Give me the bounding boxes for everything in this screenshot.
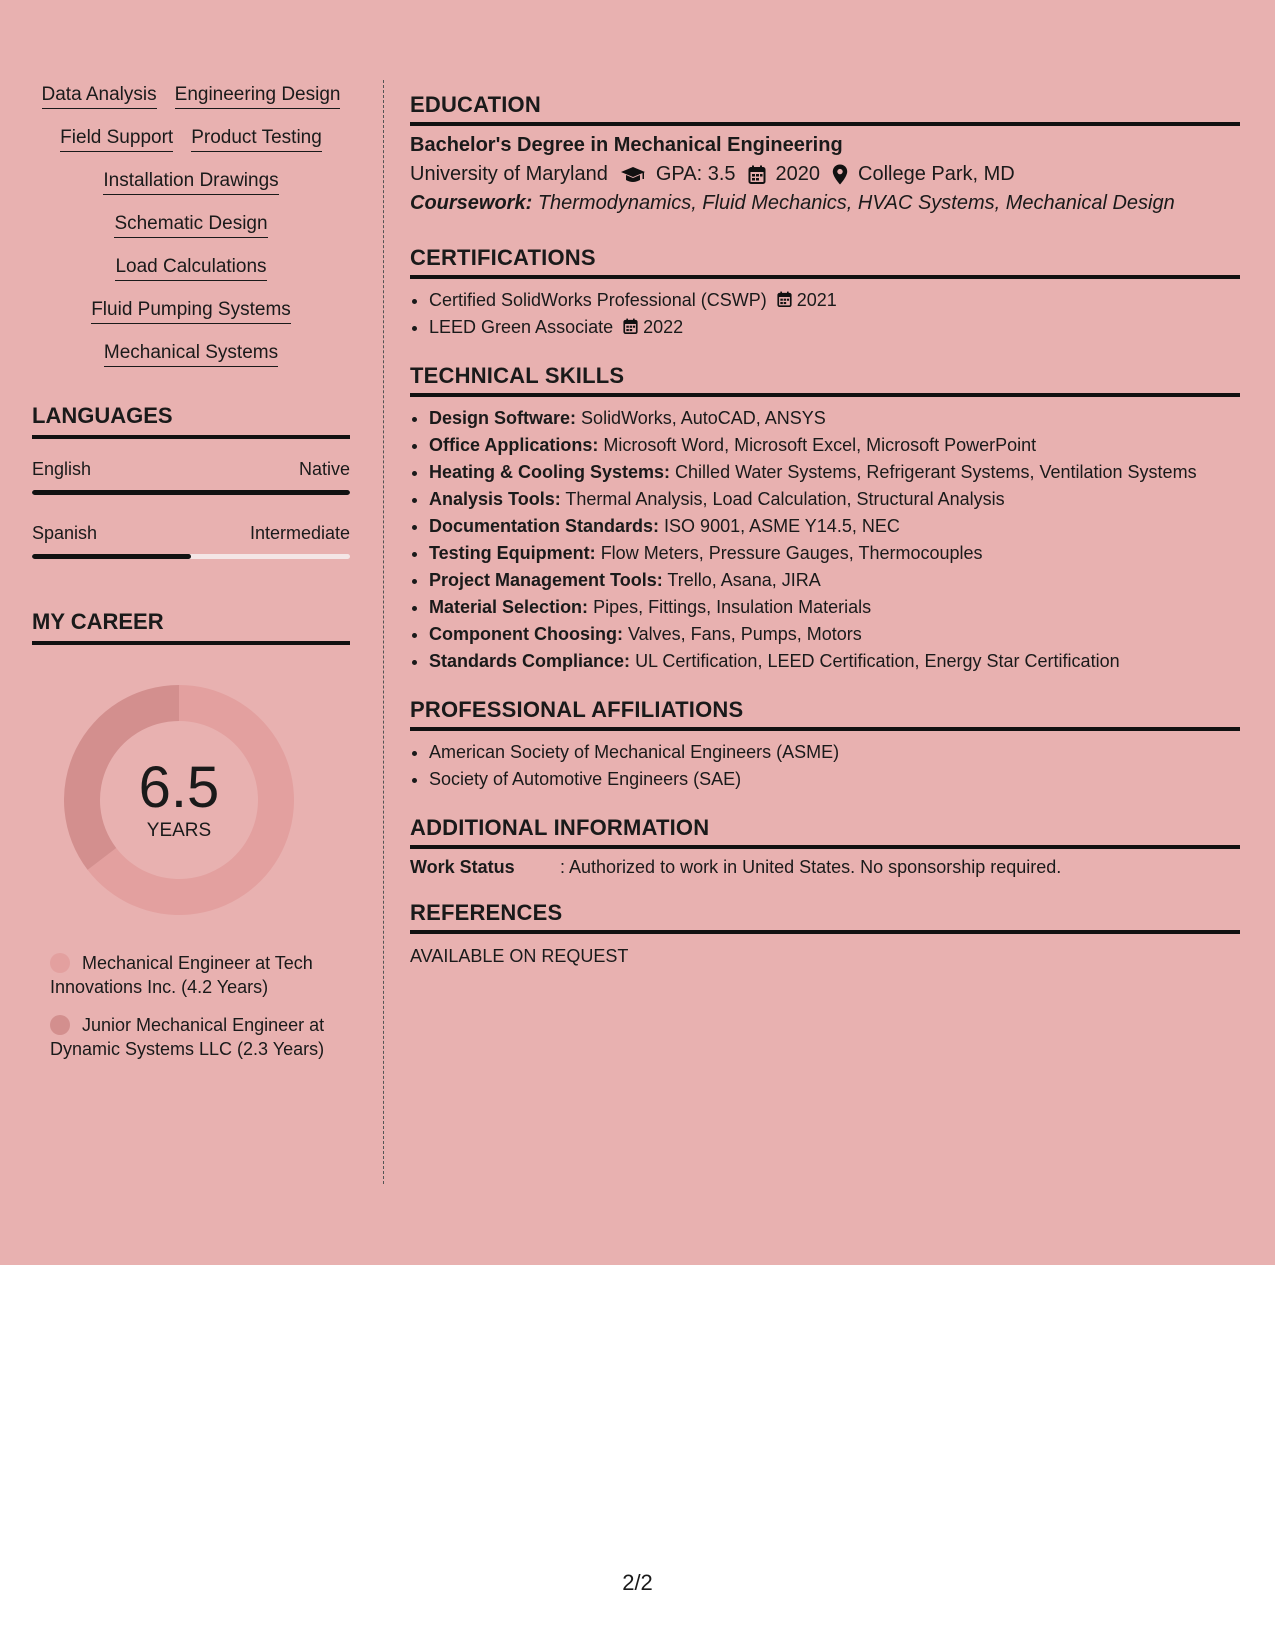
certifications-section — [410, 245, 1240, 341]
additional-info-section — [410, 815, 1240, 878]
technical-skill-label: Component Choosing: — [429, 624, 623, 644]
coursework-list: Thermodynamics, Fluid Mechanics, HVAC Systems, Mechanical Design — [537, 192, 1175, 214]
school-name: University of Maryland — [410, 163, 608, 185]
career-heading: MY CAREER — [32, 609, 350, 645]
technical-skill-value: Trello, Asana, JIRA — [667, 570, 821, 590]
skills-row — [32, 127, 350, 152]
technical-skill-value: Chilled Water Systems, Refrigerant Systems, Ventilation Systems — [675, 462, 1197, 482]
language-proficiency-fill — [32, 554, 191, 559]
left-column — [32, 84, 350, 1075]
calendar-icon — [748, 165, 766, 185]
skill-tag: Schematic Design — [114, 213, 267, 238]
language-name: Spanish — [32, 523, 98, 543]
certification-date — [777, 290, 837, 310]
skill-tag: Engineering Design — [175, 84, 341, 109]
education-section — [410, 92, 1240, 215]
legend-dot-icon — [50, 953, 70, 973]
graduation-year: 2020 — [775, 163, 821, 185]
language-item — [32, 459, 350, 495]
skill-tag: Installation Drawings — [103, 170, 278, 195]
technical-skill-value: Thermal Analysis, Load Calculation, Structural Analysis — [565, 489, 1005, 509]
career-section — [32, 609, 350, 1061]
certification-item — [429, 287, 1240, 314]
language-level: Intermediate — [249, 523, 350, 543]
technical-skill-item — [429, 567, 1240, 594]
skill-tag: Fluid Pumping Systems — [91, 299, 291, 324]
skills-row — [32, 84, 350, 109]
work-status-label: Work Status — [410, 857, 515, 877]
certification-date — [623, 317, 683, 337]
certification-name: Certified SolidWorks Professional (CSWP) — [429, 290, 767, 310]
calendar-icon — [623, 317, 643, 337]
technical-skill-item — [429, 648, 1240, 675]
skills-row — [32, 342, 350, 367]
skill-tag: Product Testing — [191, 127, 322, 152]
certification-year: 2021 — [796, 290, 837, 310]
technical-skill-item — [429, 405, 1240, 432]
technical-skill-value: Microsoft Word, Microsoft Excel, Microsoft PowerPoint — [603, 435, 1037, 455]
languages-section — [32, 403, 350, 559]
technical-skill-item — [429, 459, 1240, 486]
career-legend — [32, 951, 350, 1061]
language-item — [32, 523, 350, 559]
education-details — [410, 163, 1240, 186]
career-total-unit: YEARS — [146, 820, 212, 841]
career-legend-label: Junior Mechanical Engineer at Dynamic Systems LLC (2.3 Years) — [50, 1015, 325, 1059]
right-column — [410, 92, 1240, 967]
affiliation-item: • American Society of Mechanical Engineers (ASME) — [429, 739, 1240, 766]
references-section — [410, 900, 1240, 967]
technical-skill-item — [429, 594, 1240, 621]
affiliations-list — [410, 739, 1240, 793]
technical-skill-item — [429, 540, 1240, 567]
technical-skill-value: Pipes, Fittings, Insulation Materials — [593, 597, 872, 617]
technical-skill-label: Project Management Tools: — [429, 570, 663, 590]
skill-tag: Data Analysis — [42, 84, 157, 109]
technical-skill-value: ISO 9001, ASME Y14.5, NEC — [664, 516, 900, 536]
certification-year: 2022 — [643, 317, 684, 337]
technical-skills-list — [410, 405, 1240, 675]
graduation-cap-icon — [620, 165, 646, 185]
language-proficiency-bar — [32, 554, 350, 559]
technical-skills-heading: TECHNICAL SKILLS — [410, 363, 1240, 397]
languages-heading: LANGUAGES — [32, 403, 350, 439]
technical-skill-label: Material Selection: — [429, 597, 589, 617]
technical-skill-item — [429, 621, 1240, 648]
work-status-value: : Authorized to work in United States. No sponsorship required. — [560, 857, 1062, 877]
skill-tag: Field Support — [60, 127, 173, 152]
technical-skill-value: Valves, Fans, Pumps, Motors — [627, 624, 862, 644]
language-level: Native — [298, 459, 350, 479]
technical-skill-label: Analysis Tools: — [429, 489, 561, 509]
languages-list — [32, 459, 350, 559]
additional-info-heading: ADDITIONAL INFORMATION — [410, 815, 1240, 849]
language-proficiency-bar — [32, 490, 350, 495]
technical-skill-item — [429, 513, 1240, 540]
certification-item — [429, 314, 1240, 341]
education-heading: EDUCATION — [410, 92, 1240, 126]
technical-skill-item — [429, 486, 1240, 513]
certifications-list — [410, 287, 1240, 341]
legend-dot-icon — [50, 1015, 70, 1035]
skills-tag-list — [32, 84, 350, 367]
career-legend-item — [50, 1013, 330, 1061]
technical-skill-label: Office Applications: — [429, 435, 599, 455]
skills-row — [32, 256, 350, 281]
degree-title: Bachelor's Degree in Mechanical Engineering — [410, 134, 843, 156]
technical-skill-label: Standards Compliance: — [429, 651, 631, 671]
references-text: AVAILABLE ON REQUEST — [410, 946, 629, 966]
work-status-row — [410, 857, 1240, 878]
affiliations-heading: PROFESSIONAL AFFILIATIONS — [410, 697, 1240, 731]
career-total-value: 6.5 — [138, 755, 220, 820]
certification-name: LEED Green Associate — [429, 317, 614, 337]
language-name: English — [32, 459, 92, 479]
affiliation-item: • Society of Automotive Engineers (SAE) — [429, 766, 1240, 793]
gpa-value: GPA: 3.5 — [655, 163, 736, 185]
location-pin-icon — [832, 164, 848, 185]
technical-skill-label: Testing Equipment: — [429, 543, 596, 563]
page-number: 2/2 — [622, 1570, 653, 1595]
skills-row — [32, 299, 350, 324]
technical-skill-value: Flow Meters, Pressure Gauges, Thermocouples — [600, 543, 983, 563]
references-heading: REFERENCES — [410, 900, 1240, 934]
coursework-label: Coursework: — [410, 192, 533, 214]
career-legend-label: Mechanical Engineer at Tech Innovations Inc. (4.2 Years) — [50, 953, 313, 997]
school-location: College Park, MD — [858, 163, 1015, 185]
technical-skill-label: Design Software: — [429, 408, 577, 428]
technical-skill-value: UL Certification, LEED Certification, Energy Star Certification — [635, 651, 1120, 671]
language-proficiency-fill — [32, 490, 350, 495]
technical-skill-item — [429, 432, 1240, 459]
career-legend-item — [50, 951, 330, 999]
calendar-icon — [777, 290, 797, 310]
skills-row — [32, 170, 350, 195]
technical-skills-section — [410, 363, 1240, 675]
affiliations-section — [410, 697, 1240, 793]
skill-tag: Mechanical Systems — [104, 342, 278, 367]
technical-skill-value: SolidWorks, AutoCAD, ANSYS — [581, 408, 826, 428]
skill-tag: Load Calculations — [115, 256, 266, 281]
column-divider — [383, 80, 384, 1184]
technical-skill-label: Heating & Cooling Systems: — [429, 462, 671, 482]
certifications-heading: CERTIFICATIONS — [410, 245, 1240, 279]
technical-skill-label: Documentation Standards: — [429, 516, 660, 536]
skills-row — [32, 213, 350, 238]
career-donut-chart — [64, 685, 294, 915]
coursework-line — [410, 192, 1240, 215]
